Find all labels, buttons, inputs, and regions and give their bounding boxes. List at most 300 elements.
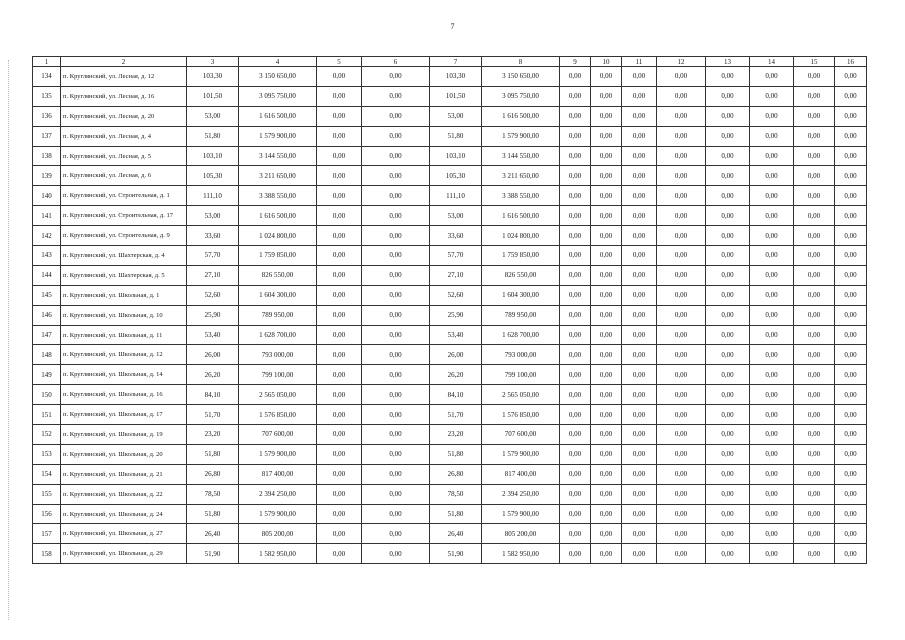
value-cell: 0,00 [794, 265, 835, 285]
value-cell: 0,00 [794, 385, 835, 405]
value-cell: 51,70 [187, 405, 239, 425]
value-cell: 3 211 650,00 [239, 166, 317, 186]
value-cell: 0,00 [794, 464, 835, 484]
column-header-2: 2 [61, 57, 187, 67]
value-cell: 0,00 [706, 285, 750, 305]
value-cell: 0,00 [560, 106, 591, 126]
address-cell: п. Круглянский, ул. Школьная, д. 11 [61, 325, 187, 345]
value-cell: 0,00 [362, 544, 430, 564]
value-cell: 0,00 [794, 67, 835, 87]
value-cell: 0,00 [706, 206, 750, 226]
table-row [33, 484, 867, 504]
value-cell: 0,00 [622, 484, 657, 504]
value-cell: 789 950,00 [239, 305, 317, 325]
table-row [33, 345, 867, 365]
value-cell: 0,00 [560, 444, 591, 464]
value-cell: 0,00 [794, 146, 835, 166]
row-number-cell: 146 [33, 305, 61, 325]
address-cell: п. Круглянский, ул. Школьная, д. 1 [61, 285, 187, 305]
value-cell: 0,00 [657, 484, 706, 504]
value-cell: 0,00 [750, 305, 794, 325]
value-cell: 0,00 [560, 126, 591, 146]
value-cell: 0,00 [835, 444, 867, 464]
value-cell: 0,00 [835, 285, 867, 305]
value-cell: 0,00 [706, 305, 750, 325]
value-cell: 0,00 [622, 305, 657, 325]
value-cell: 0,00 [706, 425, 750, 445]
row-number-cell: 141 [33, 206, 61, 226]
left-margin-dotted-line [8, 60, 10, 620]
value-cell: 27,10 [187, 265, 239, 285]
value-cell: 0,00 [317, 186, 362, 206]
row-number-cell: 158 [33, 544, 61, 564]
value-cell: 0,00 [591, 325, 622, 345]
table-row [33, 246, 867, 266]
value-cell: 0,00 [362, 385, 430, 405]
value-cell: 0,00 [622, 86, 657, 106]
value-cell: 27,10 [430, 265, 482, 285]
value-cell: 51,80 [430, 504, 482, 524]
value-cell: 0,00 [750, 385, 794, 405]
value-cell: 0,00 [591, 146, 622, 166]
value-cell: 0,00 [657, 405, 706, 425]
address-cell: п. Круглянский, ул. Школьная, д. 20 [61, 444, 187, 464]
value-cell: 0,00 [591, 206, 622, 226]
value-cell: 0,00 [591, 365, 622, 385]
value-cell: 0,00 [317, 106, 362, 126]
value-cell: 3 150 650,00 [239, 67, 317, 87]
value-cell: 0,00 [835, 206, 867, 226]
table-row [33, 166, 867, 186]
value-cell: 0,00 [794, 106, 835, 126]
value-cell: 0,00 [317, 524, 362, 544]
value-cell: 105,30 [430, 166, 482, 186]
value-cell: 0,00 [317, 67, 362, 87]
value-cell: 0,00 [835, 385, 867, 405]
value-cell: 0,00 [591, 86, 622, 106]
table-row [33, 206, 867, 226]
value-cell: 26,00 [430, 345, 482, 365]
address-cell: п. Круглянский, ул. Школьная, д. 16 [61, 385, 187, 405]
value-cell: 2 394 250,00 [482, 484, 560, 504]
value-cell: 0,00 [591, 524, 622, 544]
table-row [33, 425, 867, 445]
value-cell: 0,00 [706, 166, 750, 186]
value-cell: 51,80 [430, 126, 482, 146]
value-cell: 707 600,00 [482, 425, 560, 445]
table-row [33, 126, 867, 146]
value-cell: 0,00 [622, 226, 657, 246]
value-cell: 0,00 [560, 524, 591, 544]
row-number-cell: 145 [33, 285, 61, 305]
value-cell: 0,00 [622, 206, 657, 226]
table-row [33, 106, 867, 126]
value-cell: 0,00 [657, 106, 706, 126]
table-row [33, 385, 867, 405]
value-cell: 0,00 [750, 285, 794, 305]
column-header-9: 9 [560, 57, 591, 67]
value-cell: 26,00 [187, 345, 239, 365]
value-cell: 0,00 [706, 444, 750, 464]
row-number-cell: 138 [33, 146, 61, 166]
value-cell: 0,00 [560, 425, 591, 445]
row-number-cell: 156 [33, 504, 61, 524]
value-cell: 26,20 [430, 365, 482, 385]
value-cell: 799 100,00 [239, 365, 317, 385]
table-row [33, 524, 867, 544]
value-cell: 0,00 [794, 166, 835, 186]
table-body [33, 67, 867, 564]
address-cell: п. Круглянский, ул. Строительная, д. 9 [61, 226, 187, 246]
value-cell: 0,00 [794, 524, 835, 544]
value-cell: 0,00 [835, 305, 867, 325]
value-cell: 1 628 700,00 [482, 325, 560, 345]
table-row [33, 67, 867, 87]
value-cell: 0,00 [835, 345, 867, 365]
value-cell: 0,00 [622, 246, 657, 266]
value-cell: 3 144 550,00 [482, 146, 560, 166]
table-row [33, 325, 867, 345]
value-cell: 1 628 700,00 [239, 325, 317, 345]
value-cell: 0,00 [591, 444, 622, 464]
value-cell: 0,00 [750, 504, 794, 524]
table-row [33, 365, 867, 385]
table-row [33, 544, 867, 564]
value-cell: 0,00 [750, 226, 794, 246]
value-cell: 1 604 300,00 [482, 285, 560, 305]
value-cell: 0,00 [560, 345, 591, 365]
table-row [33, 186, 867, 206]
value-cell: 0,00 [591, 285, 622, 305]
value-cell: 0,00 [591, 464, 622, 484]
value-cell: 103,10 [187, 146, 239, 166]
value-cell: 0,00 [362, 464, 430, 484]
value-cell: 1 579 900,00 [482, 444, 560, 464]
value-cell: 0,00 [750, 544, 794, 564]
value-cell: 0,00 [560, 325, 591, 345]
value-cell: 0,00 [835, 325, 867, 345]
value-cell: 57,70 [430, 246, 482, 266]
value-cell: 25,90 [430, 305, 482, 325]
value-cell: 0,00 [560, 544, 591, 564]
value-cell: 23,20 [430, 425, 482, 445]
value-cell: 0,00 [622, 425, 657, 445]
value-cell: 0,00 [706, 385, 750, 405]
row-number-cell: 136 [33, 106, 61, 126]
value-cell: 3 388 550,00 [239, 186, 317, 206]
address-cell: п. Круглянский, ул. Школьная, д. 14 [61, 365, 187, 385]
value-cell: 0,00 [750, 365, 794, 385]
column-header-3: 3 [187, 57, 239, 67]
value-cell: 2 565 050,00 [239, 385, 317, 405]
value-cell: 0,00 [317, 265, 362, 285]
value-cell: 0,00 [657, 146, 706, 166]
column-header-12: 12 [657, 57, 706, 67]
value-cell: 51,80 [187, 444, 239, 464]
value-cell: 0,00 [657, 67, 706, 87]
value-cell: 0,00 [622, 146, 657, 166]
value-cell: 103,10 [430, 146, 482, 166]
column-header-10: 10 [591, 57, 622, 67]
value-cell: 817 400,00 [239, 464, 317, 484]
value-cell: 0,00 [560, 484, 591, 504]
value-cell: 26,80 [187, 464, 239, 484]
value-cell: 0,00 [560, 464, 591, 484]
value-cell: 0,00 [706, 146, 750, 166]
value-cell: 0,00 [591, 126, 622, 146]
value-cell: 0,00 [560, 385, 591, 405]
value-cell: 0,00 [750, 126, 794, 146]
row-number-cell: 134 [33, 67, 61, 87]
value-cell: 0,00 [657, 385, 706, 405]
value-cell: 0,00 [362, 484, 430, 504]
value-cell: 0,00 [622, 405, 657, 425]
address-cell: п. Круглянский, ул. Школьная, д. 22 [61, 484, 187, 504]
value-cell: 0,00 [317, 226, 362, 246]
value-cell: 51,80 [187, 126, 239, 146]
address-cell: п. Круглянский, ул. Школьная, д. 17 [61, 405, 187, 425]
value-cell: 0,00 [750, 524, 794, 544]
value-cell: 2 565 050,00 [482, 385, 560, 405]
value-cell: 53,00 [430, 106, 482, 126]
value-cell: 0,00 [835, 464, 867, 484]
value-cell: 0,00 [560, 365, 591, 385]
value-cell: 51,90 [187, 544, 239, 564]
value-cell: 3 095 750,00 [482, 86, 560, 106]
value-cell: 0,00 [706, 325, 750, 345]
value-cell: 1 579 900,00 [239, 126, 317, 146]
value-cell: 0,00 [591, 166, 622, 186]
column-header-11: 11 [622, 57, 657, 67]
value-cell: 0,00 [750, 106, 794, 126]
value-cell: 0,00 [560, 67, 591, 87]
value-cell: 0,00 [706, 405, 750, 425]
value-cell: 1 759 850,00 [239, 246, 317, 266]
value-cell: 0,00 [794, 186, 835, 206]
value-cell: 0,00 [750, 265, 794, 285]
value-cell: 0,00 [657, 325, 706, 345]
value-cell: 0,00 [362, 126, 430, 146]
value-cell: 0,00 [560, 166, 591, 186]
value-cell: 0,00 [750, 146, 794, 166]
value-cell: 0,00 [560, 206, 591, 226]
value-cell: 0,00 [657, 206, 706, 226]
address-cell: п. Круглянский, ул. Школьная, д. 12 [61, 345, 187, 365]
value-cell: 0,00 [622, 464, 657, 484]
value-cell: 1 616 500,00 [482, 106, 560, 126]
row-number-cell: 137 [33, 126, 61, 146]
column-header-7: 7 [430, 57, 482, 67]
value-cell: 0,00 [750, 206, 794, 226]
value-cell: 0,00 [560, 246, 591, 266]
value-cell: 105,30 [187, 166, 239, 186]
address-cell: п. Круглянский, ул. Школьная, д. 29 [61, 544, 187, 564]
value-cell: 0,00 [362, 365, 430, 385]
address-cell: п. Круглянский, ул. Строительная, д. 17 [61, 206, 187, 226]
row-number-cell: 149 [33, 365, 61, 385]
value-cell: 817 400,00 [482, 464, 560, 484]
value-cell: 0,00 [706, 365, 750, 385]
value-cell: 0,00 [794, 206, 835, 226]
value-cell: 0,00 [835, 484, 867, 504]
value-cell: 0,00 [750, 86, 794, 106]
value-cell: 0,00 [657, 444, 706, 464]
value-cell: 0,00 [591, 405, 622, 425]
value-cell: 0,00 [362, 524, 430, 544]
value-cell: 793 000,00 [482, 345, 560, 365]
table-row [33, 405, 867, 425]
row-number-cell: 152 [33, 425, 61, 445]
value-cell: 0,00 [750, 186, 794, 206]
value-cell: 101,50 [187, 86, 239, 106]
value-cell: 0,00 [794, 405, 835, 425]
value-cell: 0,00 [591, 186, 622, 206]
value-cell: 0,00 [362, 405, 430, 425]
address-cell: п. Круглянский, ул. Школьная, д. 24 [61, 504, 187, 524]
value-cell: 0,00 [706, 226, 750, 246]
value-cell: 0,00 [560, 504, 591, 524]
value-cell: 0,00 [794, 246, 835, 266]
value-cell: 0,00 [794, 484, 835, 504]
value-cell: 0,00 [835, 86, 867, 106]
value-cell: 3 144 550,00 [239, 146, 317, 166]
table-row [33, 504, 867, 524]
table-row [33, 226, 867, 246]
value-cell: 0,00 [794, 504, 835, 524]
value-cell: 0,00 [317, 484, 362, 504]
value-cell: 0,00 [362, 226, 430, 246]
value-cell: 805 200,00 [239, 524, 317, 544]
value-cell: 1 616 500,00 [482, 206, 560, 226]
row-number-cell: 155 [33, 484, 61, 504]
value-cell: 0,00 [835, 405, 867, 425]
value-cell: 0,00 [622, 186, 657, 206]
value-cell: 0,00 [657, 285, 706, 305]
value-cell: 0,00 [317, 464, 362, 484]
value-cell: 78,50 [430, 484, 482, 504]
value-cell: 78,50 [187, 484, 239, 504]
row-number-cell: 139 [33, 166, 61, 186]
value-cell: 53,40 [187, 325, 239, 345]
value-cell: 0,00 [794, 345, 835, 365]
value-cell: 0,00 [560, 305, 591, 325]
column-header-8: 8 [482, 57, 560, 67]
value-cell: 0,00 [622, 166, 657, 186]
value-cell: 0,00 [362, 425, 430, 445]
table-row [33, 464, 867, 484]
buildings-table [32, 56, 867, 564]
value-cell: 26,80 [430, 464, 482, 484]
table-row [33, 86, 867, 106]
value-cell: 0,00 [622, 126, 657, 146]
value-cell: 0,00 [750, 464, 794, 484]
value-cell: 826 550,00 [239, 265, 317, 285]
value-cell: 0,00 [706, 484, 750, 504]
value-cell: 0,00 [362, 444, 430, 464]
value-cell: 0,00 [706, 265, 750, 285]
value-cell: 1 582 950,00 [239, 544, 317, 564]
value-cell: 0,00 [657, 246, 706, 266]
column-header-13: 13 [706, 57, 750, 67]
value-cell: 0,00 [591, 385, 622, 405]
value-cell: 0,00 [362, 265, 430, 285]
value-cell: 0,00 [560, 285, 591, 305]
value-cell: 1 759 850,00 [482, 246, 560, 266]
column-header-14: 14 [750, 57, 794, 67]
value-cell: 1 576 850,00 [482, 405, 560, 425]
value-cell: 0,00 [657, 544, 706, 564]
value-cell: 0,00 [750, 345, 794, 365]
column-header-16: 16 [835, 57, 867, 67]
value-cell: 0,00 [362, 246, 430, 266]
value-cell: 103,30 [430, 67, 482, 87]
value-cell: 0,00 [560, 86, 591, 106]
value-cell: 53,00 [187, 206, 239, 226]
row-number-cell: 147 [33, 325, 61, 345]
value-cell: 1 616 500,00 [239, 206, 317, 226]
value-cell: 0,00 [835, 106, 867, 126]
address-cell: п. Круглянский, ул. Лесная, д. 6 [61, 166, 187, 186]
address-cell: п. Круглянский, ул. Лесная, д. 5 [61, 146, 187, 166]
value-cell: 0,00 [317, 504, 362, 524]
value-cell: 0,00 [591, 106, 622, 126]
value-cell: 0,00 [706, 86, 750, 106]
value-cell: 0,00 [835, 246, 867, 266]
value-cell: 0,00 [835, 425, 867, 445]
value-cell: 0,00 [560, 226, 591, 246]
column-header-5: 5 [317, 57, 362, 67]
value-cell: 25,90 [187, 305, 239, 325]
value-cell: 0,00 [657, 186, 706, 206]
value-cell: 0,00 [362, 285, 430, 305]
value-cell: 0,00 [794, 285, 835, 305]
value-cell: 0,00 [622, 524, 657, 544]
address-cell: п. Круглянский, ул. Лесная, д. 12 [61, 67, 187, 87]
value-cell: 0,00 [657, 226, 706, 246]
value-cell: 26,40 [187, 524, 239, 544]
value-cell: 1 604 300,00 [239, 285, 317, 305]
value-cell: 0,00 [362, 146, 430, 166]
value-cell: 1 024 800,00 [239, 226, 317, 246]
address-cell: п. Круглянский, ул. Лесная, д. 4 [61, 126, 187, 146]
value-cell: 0,00 [750, 67, 794, 87]
value-cell: 0,00 [794, 86, 835, 106]
value-cell: 0,00 [317, 166, 362, 186]
value-cell: 0,00 [560, 265, 591, 285]
page-number: 7 [450, 22, 455, 31]
value-cell: 0,00 [835, 126, 867, 146]
value-cell: 26,40 [430, 524, 482, 544]
value-cell: 33,60 [187, 226, 239, 246]
value-cell: 0,00 [657, 126, 706, 146]
row-number-cell: 148 [33, 345, 61, 365]
value-cell: 0,00 [706, 186, 750, 206]
value-cell: 53,00 [187, 106, 239, 126]
value-cell: 51,90 [430, 544, 482, 564]
row-number-cell: 151 [33, 405, 61, 425]
value-cell: 0,00 [750, 484, 794, 504]
value-cell: 0,00 [317, 405, 362, 425]
value-cell: 0,00 [657, 524, 706, 544]
value-cell: 0,00 [657, 265, 706, 285]
value-cell: 0,00 [362, 305, 430, 325]
value-cell: 799 100,00 [482, 365, 560, 385]
value-cell: 51,70 [430, 405, 482, 425]
value-cell: 0,00 [835, 226, 867, 246]
value-cell: 0,00 [657, 504, 706, 524]
value-cell: 3 388 550,00 [482, 186, 560, 206]
value-cell: 0,00 [835, 524, 867, 544]
